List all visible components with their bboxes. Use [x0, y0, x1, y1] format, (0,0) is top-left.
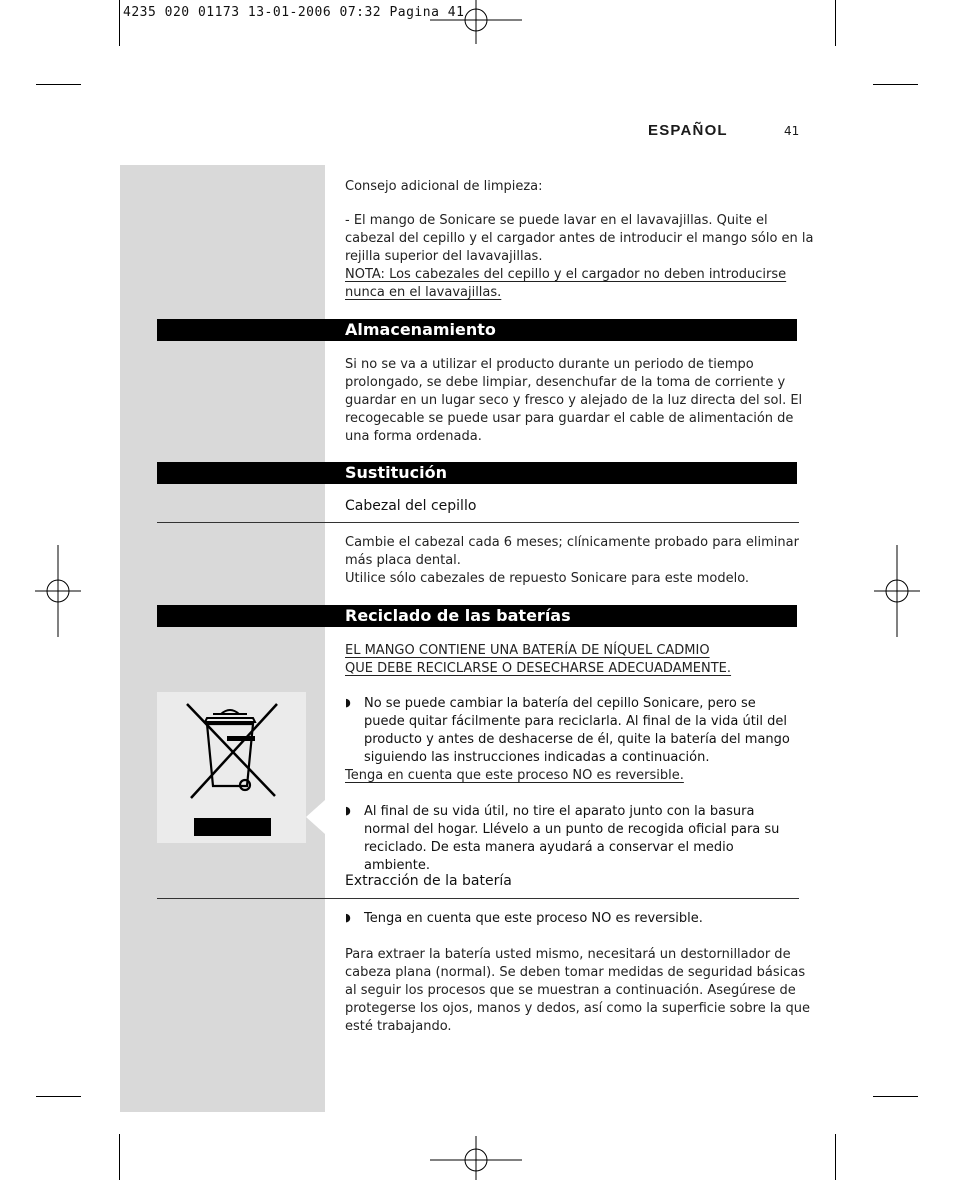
recycling-warning-line: QUE DEBE RECICLARSE O DESECHARSE ADECUADAMENTE.: [345, 661, 732, 676]
page-number: 41: [784, 124, 800, 138]
crossed-out-wheelie-bin-icon: [157, 692, 306, 843]
extraction-subheading: Extracción de la batería: [345, 873, 512, 889]
recycling-illustration: [157, 692, 306, 843]
storage-line: prolongado, se debe limpiar, desenchufar de la toma de corriente y: [345, 375, 786, 390]
recycling-bullet-line: Al final de su vida útil, no tire el aparato junto con la basura: [364, 804, 755, 819]
storage-line: una forma ordenada.: [345, 429, 482, 444]
replacement-heading: Sustitución: [345, 463, 447, 482]
cleaning-tip-line: cabezal del cepillo y el cargador antes de introducir el mango sólo en la: [345, 231, 814, 246]
extraction-line: cabeza plana (normal). Se deben tomar medidas de seguridad básicas: [345, 965, 806, 980]
recycling-warning-line: EL MANGO CONTIENE UNA BATERÍA DE NÍQUEL CADMIO: [345, 643, 710, 658]
registration-mark-left-icon: [34, 544, 82, 638]
extraction-bullet: Tenga en cuenta que este proceso NO es reversible.: [364, 911, 703, 926]
extraction-line: esté trabajando.: [345, 1019, 452, 1034]
storage-line: recogecable se puede usar para guardar el cable de alimentación de: [345, 411, 794, 426]
storage-line: guardar en un lugar seco y fresco y alejado de la luz directa del sol. El: [345, 393, 803, 408]
print-slug: 4235 020 01173 13-01-2006 07:32 Pagina 41: [123, 5, 465, 20]
replacement-line: Cambie el cabezal cada 6 meses; clínicamente probado para eliminar: [345, 535, 799, 550]
subheading-rule: [157, 898, 799, 899]
section-heading-bar: [157, 319, 797, 341]
cleaning-intro: Consejo adicional de limpieza:: [345, 179, 543, 194]
section-heading-bar: [157, 462, 797, 484]
bullet-icon: ◗: [345, 804, 351, 817]
cleaning-tip-line: - El mango de Sonicare se puede lavar en el lavavajillas. Quite el: [345, 213, 768, 228]
storage-line: Si no se va a utilizar el producto durante un periodo de tiempo: [345, 357, 754, 372]
irreversible-note: Tenga en cuenta que este proceso NO es reversible.: [345, 768, 684, 783]
extraction-line: al seguir los procesos que se muestran a continuación. Asegúrese de: [345, 983, 796, 998]
pointer-arrow-icon: [306, 800, 326, 834]
section-heading-bar: [157, 605, 797, 627]
bullet-icon: ◗: [345, 696, 351, 709]
extraction-line: protegerse los ojos, manos y dedos, así como la superficie sobre la que: [345, 1001, 811, 1016]
storage-heading: Almacenamiento: [345, 320, 496, 339]
registration-mark-bottom-icon: [428, 1134, 524, 1180]
margin-column: [120, 165, 325, 1112]
recycling-heading: Reciclado de las baterías: [345, 606, 571, 625]
extraction-line: Para extraer la batería usted mismo, necesitará un destornillador de: [345, 947, 791, 962]
recycling-bullet-line: siguiendo las instrucciones indicadas a continuación.: [364, 750, 710, 765]
replacement-subheading: Cabezal del cepillo: [345, 498, 477, 514]
recycling-bullet-line: puede quitar fácilmente para reciclarla. Al final de la vida útil del: [364, 714, 788, 729]
replacement-line: Utilice sólo cabezales de repuesto Sonicare para este modelo.: [345, 571, 750, 586]
registration-mark-right-icon: [873, 544, 921, 638]
recycling-bullet-line: reciclado. De esta manera ayudará a conservar el medio ambiente.: [364, 840, 734, 873]
bullet-icon: ◗: [345, 911, 351, 924]
recycling-bullet-line: No se puede cambiar la batería del cepillo Sonicare, pero se: [364, 696, 756, 711]
subheading-rule: [157, 522, 799, 523]
cleaning-note-line: nunca en el lavavajillas.: [345, 285, 502, 300]
cleaning-tip-line: rejilla superior del lavavajillas.: [345, 249, 543, 264]
recycling-bullet-line: producto y antes de deshacerse de él, quite la batería del mango: [364, 732, 790, 747]
language-label: ESPAÑOL: [648, 122, 728, 139]
registration-mark-top-icon: [428, 0, 524, 46]
recycling-bullet-line: normal del hogar. Llévelo a un punto de recogida oficial para su: [364, 822, 780, 837]
cleaning-note-line: NOTA: Los cabezales del cepillo y el cargador no deben introducirse: [345, 267, 787, 282]
replacement-line: más placa dental.: [345, 553, 461, 568]
